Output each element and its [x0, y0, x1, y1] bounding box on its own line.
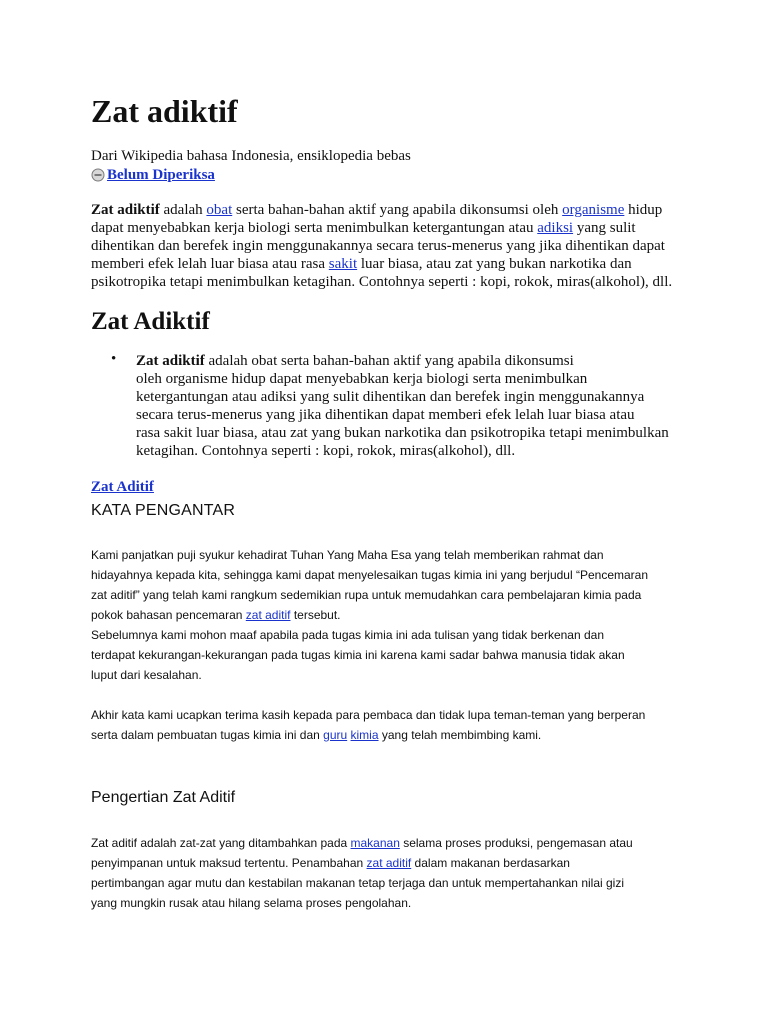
- body-text: pertimbangan agar mutu dan kestabilan makanan tetap terjaga dan untuk mempertahankan nilai gizi: [91, 876, 625, 890]
- page-subtitle: Dari Wikipedia bahasa Indonesia, ensiklopedia bebas: [91, 148, 411, 164]
- bullet-text: secara terus-menerus yang jika dihentikan dapat memberi efek lelah luar biasa atau: [136, 407, 635, 423]
- pengertian-paragraph: [91, 833, 691, 913]
- bullet-text: ketergantungan atau adiksi yang sulit dihentikan dan berefek ingin menggunakannya: [136, 389, 645, 405]
- body-text: yang telah membimbing kami.: [378, 728, 542, 742]
- link-kimia[interactable]: kimia: [350, 728, 379, 742]
- pengantar-paragraph-3: [91, 705, 691, 745]
- review-status: [91, 165, 215, 185]
- intro-text: memberi efek lelah luar biasa atau rasa: [91, 256, 329, 272]
- body-text: luput dari kesalahan.: [91, 668, 202, 682]
- intro-paragraph: [91, 201, 681, 291]
- link-zat-aditif-2[interactable]: zat aditif: [366, 856, 412, 870]
- body-text: penyimpanan untuk maksud tertentu. Penambahan: [91, 856, 367, 870]
- body-text: selama proses produksi, pengemasan atau: [399, 836, 633, 850]
- pengertian-heading: Pengertian Zat Aditif: [91, 789, 236, 806]
- body-text: tersebut.: [290, 608, 341, 622]
- bullet-text: rasa sakit luar biasa, atau zat yang bukan narkotika dan psikotropika tetapi menimbulkan: [136, 425, 669, 441]
- kata-pengantar-heading: KATA PENGANTAR: [91, 502, 236, 519]
- body-text: dalam makanan berdasarkan: [411, 856, 570, 870]
- intro-text: serta bahan-bahan aktif yang apabila dikonsumsi oleh: [232, 202, 563, 218]
- body-text: hidayahnya kepada kita, sehingga kami dapat menyelesaikan tugas kimia ini yang berjudul “Pencemaran: [91, 568, 649, 582]
- bullet-text: adalah obat serta bahan-bahan aktif yang apabila dikonsumsi: [204, 353, 574, 369]
- zat-aditif-link[interactable]: Zat Aditif: [91, 479, 154, 495]
- intro-term: Zat adiktif: [91, 202, 160, 218]
- body-text: Kami panjatkan puji syukur kehadirat Tuhan Yang Maha Esa yang telah memberikan rahmat dan: [91, 548, 604, 562]
- bullet-text: ketagihan. Contohnya seperti : kopi, rokok, miras(alkohol), dll.: [136, 443, 516, 459]
- body-text: yang mungkin rusak atau hilang selama proses pengolahan.: [91, 896, 412, 910]
- intro-text: dapat menyebabkan kerja biologi serta menimbulkan ketergantungan atau: [91, 220, 538, 236]
- intro-text: hidup: [624, 202, 663, 218]
- body-text: Akhir kata kami ucapkan terima kasih kepada para pembaca dan tidak lupa teman-teman yang berperan: [91, 708, 646, 722]
- link-makanan[interactable]: makanan: [350, 836, 400, 850]
- intro-text: dihentikan dan berefek ingin menggunakannya secara terus-menerus yang jika dihentikan dapat: [91, 238, 665, 254]
- body-text: Sebelumnya kami mohon maaf apabila pada tugas kimia ini ada tulisan yang tidak berkenan dan: [91, 628, 604, 642]
- body-text: zat aditif” yang telah kami rangkum sedemikian rupa untuk memudahkan cara pembelajaran kimia pada: [91, 588, 642, 602]
- link-organisme[interactable]: organisme: [562, 202, 625, 218]
- intro-text: adalah: [159, 202, 207, 218]
- bullet-marker: •: [111, 351, 117, 367]
- link-obat[interactable]: obat: [206, 202, 233, 218]
- body-text: terdapat kekurangan-kekurangan pada tugas kimia ini karena kami sadar bahwa manusia tidak akan: [91, 648, 625, 662]
- bullet-paragraph: [136, 352, 696, 460]
- section-heading: Zat Adiktif: [91, 308, 210, 335]
- bullet-term: Zat adiktif: [136, 353, 205, 369]
- review-status-icon: [91, 168, 105, 182]
- intro-text: yang sulit: [573, 220, 636, 236]
- intro-text: psikotropika tetapi menimbulkan ketagihan. Contohnya seperti : kopi, rokok, miras(alkohol), dll.: [91, 274, 673, 290]
- pengantar-paragraph-2: [91, 625, 691, 685]
- pengantar-paragraph-1: [91, 545, 691, 625]
- link-sakit[interactable]: sakit: [328, 256, 358, 272]
- body-text: Zat aditif adalah zat-zat yang ditambahkan pada: [91, 836, 351, 850]
- intro-text: luar biasa, atau zat yang bukan narkotika dan: [357, 256, 632, 272]
- bullet-text: oleh organisme hidup dapat menyebabkan kerja biologi serta menimbulkan: [136, 371, 588, 387]
- body-text: serta dalam pembuatan tugas kimia ini dan: [91, 728, 324, 742]
- link-zat-aditif[interactable]: zat aditif: [245, 608, 291, 622]
- link-guru[interactable]: guru: [323, 728, 348, 742]
- page-title: Zat adiktif: [91, 93, 238, 129]
- body-text: pokok bahasan pencemaran: [91, 608, 246, 622]
- review-status-link[interactable]: Belum Diperiksa: [107, 166, 215, 183]
- link-adiksi[interactable]: adiksi: [537, 220, 574, 236]
